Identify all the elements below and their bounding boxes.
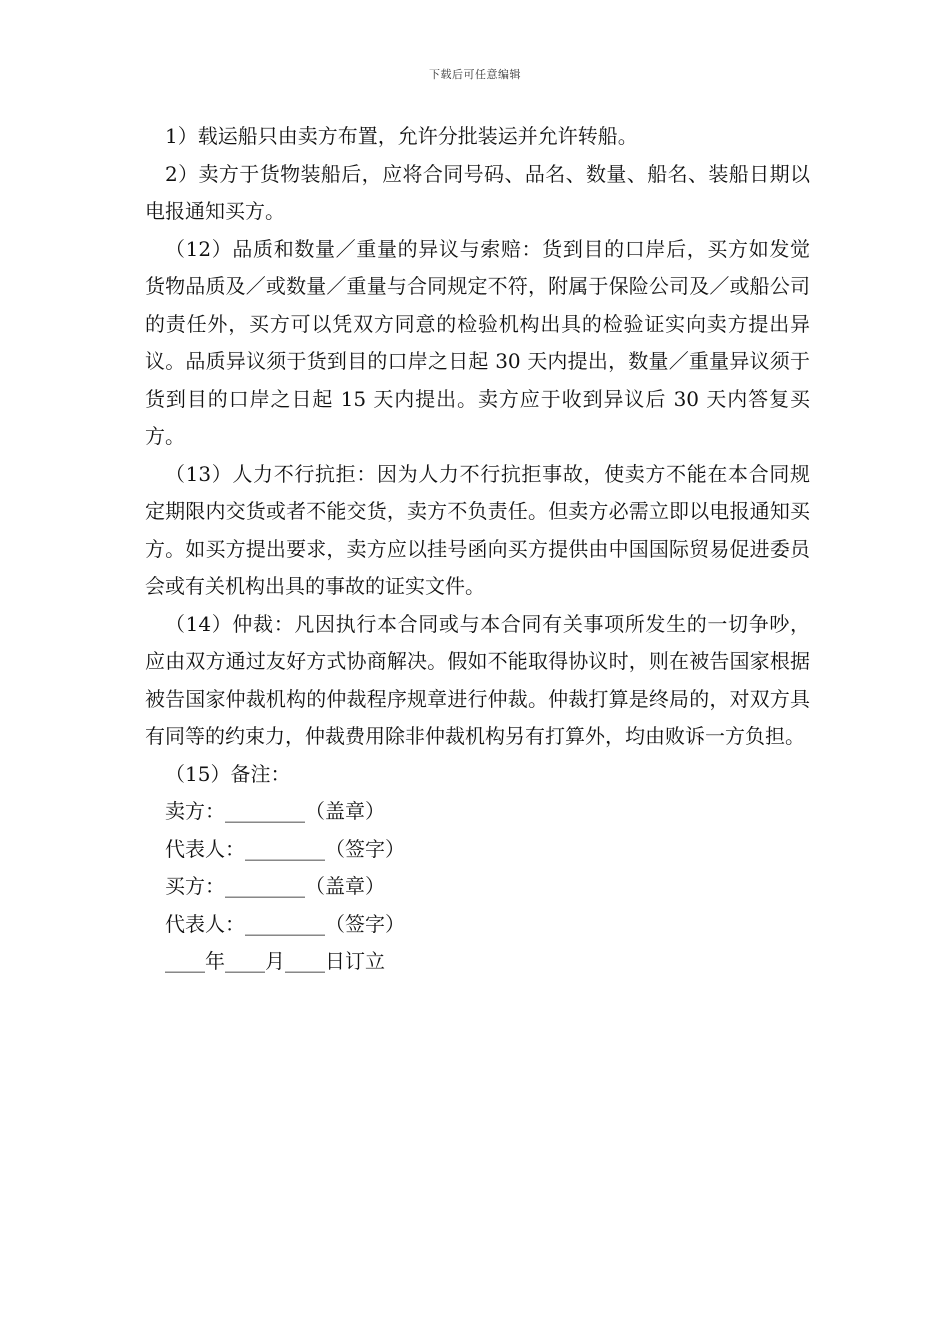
document-body: [145, 118, 810, 981]
paragraph-claims: （12）品质和数量／重量的异议与索赔：货到目的口岸后，买方如发觉货物品质及／或数量／重量与合同规定不符，附属于保险公司及／或船公司的责任外，买方可以凭双方同意的检验机构出具的检验证实向卖方提出异议。品质异议须于货到目的口岸之日起 30 天内提出，数量／重量异议须于货到目的口岸之日起 15 天内提出。卖方应于收到异议后 30 天内答复买方。: [145, 236, 810, 448]
page-header-note: 下载后可任意编辑: [429, 68, 521, 81]
seller-representative-line: 代表人：________（签字）: [165, 836, 405, 861]
paragraph-force-majeure: （13）人力不行抗拒：因为人力不行抗拒事故，使卖方不能在本合同规定期限内交货或者不能交货，卖方不负责任。但卖方必需立即以电报通知买方。如买方提出要求，卖方应以挂号函向买方提供由中国国际贸易促进委员会或有关机构出具的事故的证实文件。: [145, 461, 810, 598]
buyer-representative-line: 代表人：________（签字）: [165, 911, 405, 936]
date-line: ____年____月____日订立: [165, 949, 385, 973]
seller-signature-line: 卖方：________（盖章）: [165, 799, 385, 823]
paragraph-shipping-vessel: 1）载运船只由卖方布置，允许分批装运并允许转船。: [165, 124, 638, 148]
paragraph-remarks: （15）备注：: [165, 761, 291, 786]
paragraph-arbitration: （14）仲裁：凡因执行本合同或与本合同有关事项所发生的一切争吵，应由双方通过友好方式协商解决。假如不能取得协议时，则在被告国家根据被告国家仲裁机构的仲裁程序规章进行仲裁。仲裁打算是终局的，对双方具有同等的约束力，仲裁费用除非仲裁机构另有打算外，均由败诉一方负担。: [145, 611, 810, 748]
buyer-signature-line: 买方：________（盖章）: [165, 874, 385, 898]
paragraph-shipping-notice: 2）卖方于货物装船后，应将合同号码、品名、数量、船名、装船日期以电报通知买方。: [145, 161, 810, 223]
